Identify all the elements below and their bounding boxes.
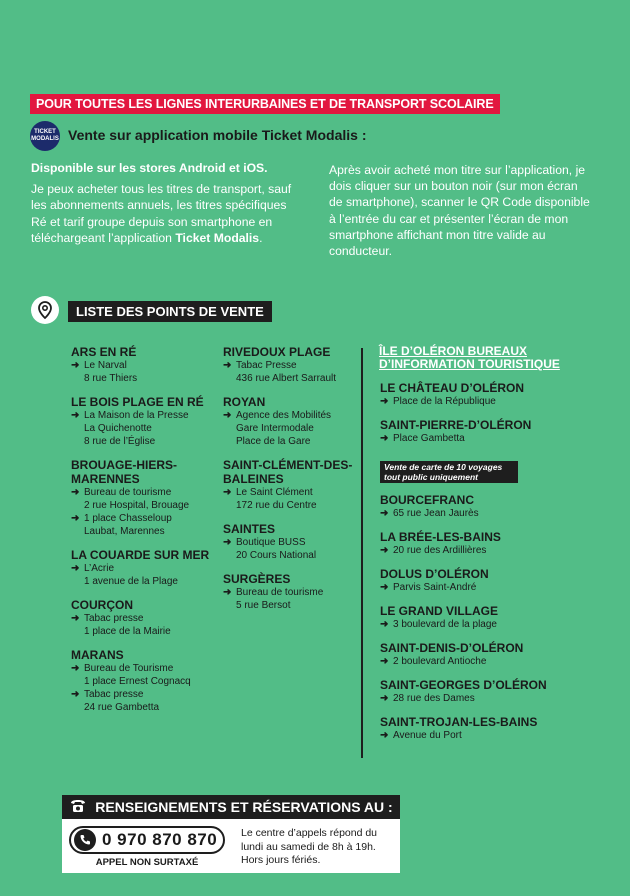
city-name: RIVEDOUX PLAGE bbox=[223, 345, 331, 359]
location-block bbox=[71, 648, 221, 714]
location-block bbox=[380, 567, 610, 594]
purchase-end: . bbox=[259, 230, 263, 245]
city-name: SAINT-PIERRE-D’OLÉRON bbox=[380, 418, 532, 432]
phone-number-box[interactable] bbox=[69, 826, 225, 854]
city-name: BROUAGE-HIERS-MARENNES bbox=[71, 458, 178, 486]
city-name: MARANS bbox=[71, 648, 124, 662]
address-line bbox=[223, 359, 358, 372]
address-line bbox=[71, 675, 221, 688]
arrow-icon: ➜ bbox=[223, 537, 232, 548]
address-text: 28 rue des Dames bbox=[393, 693, 475, 704]
address-line bbox=[71, 625, 221, 638]
address-text: Avenue du Port bbox=[393, 730, 462, 741]
city-name: LE GRAND VILLAGE bbox=[380, 604, 499, 618]
address-text: 172 rue du Centre bbox=[236, 500, 317, 511]
location-block bbox=[223, 458, 358, 512]
address-text: 1 avenue de la Plage bbox=[84, 576, 178, 587]
address-text: Tabac presse bbox=[84, 689, 144, 700]
contact-header bbox=[62, 795, 400, 819]
address-line bbox=[71, 359, 221, 372]
address-line bbox=[223, 372, 358, 385]
app-name: Ticket Modalis bbox=[175, 230, 260, 245]
address-text: 2 rue Hospital, Brouage bbox=[84, 500, 190, 511]
arrow-icon: ➜ bbox=[71, 663, 80, 674]
purchase-paragraph bbox=[31, 181, 296, 246]
column-3-top bbox=[380, 381, 610, 455]
arrow-icon: ➜ bbox=[380, 619, 389, 630]
call-center-hours: Le centre d’appels répond du lundi au samedi de 8h à 19h. Hors jours fériés. bbox=[241, 827, 378, 866]
address-text: Gare Intermodale bbox=[236, 423, 314, 434]
city-name: LA BRÉE-LES-BAINS bbox=[380, 530, 501, 544]
column-divider bbox=[361, 348, 363, 758]
address-line bbox=[71, 512, 221, 525]
address-line bbox=[71, 562, 221, 575]
address-line bbox=[71, 499, 221, 512]
address-text: 2 boulevard Antioche bbox=[393, 656, 487, 667]
address-text: 20 rue des Ardillières bbox=[393, 545, 487, 556]
location-block bbox=[223, 522, 358, 562]
arrow-icon: ➜ bbox=[380, 433, 389, 444]
list-header: LISTE DES POINTS DE VENTE bbox=[68, 301, 272, 322]
location-block bbox=[380, 604, 610, 631]
arrow-icon: ➜ bbox=[223, 360, 232, 371]
address-line bbox=[223, 536, 358, 549]
address-text: Place de la Gare bbox=[236, 436, 311, 447]
address-text: 5 rue Bersot bbox=[236, 600, 291, 611]
address-text: Bureau de Tourisme bbox=[84, 663, 174, 674]
address-line bbox=[380, 507, 610, 520]
address-text: Le Narval bbox=[84, 360, 127, 371]
arrow-icon: ➜ bbox=[71, 613, 80, 624]
app-right-text: Après avoir acheté mon titre sur l’application, je dois cliquer sur un bouton noir (sur mon écran de smartphone), scanner le QR Code disponible à l’entrée du car et présenter l’écran de mon smartphone affichant mon titre valide au conducteur. bbox=[329, 163, 590, 259]
ten-trip-card-label: Vente de carte de 10 voyages tout public uniquement bbox=[380, 461, 518, 483]
address-text: La Quichenotte bbox=[84, 423, 152, 434]
arrow-icon: ➜ bbox=[380, 545, 389, 556]
address-text: 3 boulevard de la plage bbox=[393, 619, 497, 630]
address-text: Place de la République bbox=[393, 396, 496, 407]
city-name: SAINT-CLÉMENT-DES-BALEINES bbox=[223, 458, 353, 486]
address-line bbox=[380, 692, 610, 705]
address-line bbox=[380, 655, 610, 668]
arrow-icon: ➜ bbox=[380, 396, 389, 407]
column-2 bbox=[223, 345, 358, 622]
address-text: Boutique BUSS bbox=[236, 537, 306, 548]
city-name: SAINTES bbox=[223, 522, 276, 536]
city-name: BOURCEFRANC bbox=[380, 493, 474, 507]
address-text: Parvis Saint-André bbox=[393, 582, 477, 593]
address-text: 20 Cours National bbox=[236, 550, 317, 561]
city-name: LE CHÂTEAU D’OLÉRON bbox=[380, 381, 524, 395]
arrow-icon: ➜ bbox=[71, 410, 80, 421]
arrow-icon: ➜ bbox=[71, 487, 80, 498]
phone-number: 0 970 870 870 bbox=[102, 830, 218, 849]
city-name: SURGÈRES bbox=[223, 572, 291, 586]
column-3-bottom bbox=[380, 493, 610, 752]
address-line bbox=[223, 422, 358, 435]
city-name: LA COUARDE SUR MER bbox=[71, 548, 210, 562]
address-line bbox=[71, 688, 221, 701]
address-line bbox=[71, 525, 221, 538]
phone-icon bbox=[74, 829, 96, 851]
address-line bbox=[71, 701, 221, 714]
arrow-icon: ➜ bbox=[380, 582, 389, 593]
address-text: Laubat, Marennes bbox=[84, 526, 165, 537]
address-line bbox=[380, 432, 610, 445]
arrow-icon: ➜ bbox=[380, 656, 389, 667]
address-line bbox=[223, 486, 358, 499]
city-name: ARS EN RÉ bbox=[71, 345, 137, 359]
location-block bbox=[380, 641, 610, 668]
arrow-icon: ➜ bbox=[71, 689, 80, 700]
arrow-icon: ➜ bbox=[380, 508, 389, 519]
address-line bbox=[223, 586, 358, 599]
city-name: SAINT-DENIS-D’OLÉRON bbox=[380, 641, 524, 655]
arrow-icon: ➜ bbox=[223, 410, 232, 421]
arrow-icon: ➜ bbox=[71, 513, 80, 524]
oleron-title: ÎLE D’OLÉRON BUREAUX D’INFORMATION TOURISTIQUE bbox=[379, 344, 560, 371]
city-name: ROYAN bbox=[223, 395, 266, 409]
arrow-icon: ➜ bbox=[380, 730, 389, 741]
address-text: Bureau de tourisme bbox=[236, 587, 324, 598]
address-line bbox=[71, 662, 221, 675]
location-block bbox=[380, 530, 610, 557]
telephone-icon bbox=[69, 798, 87, 817]
address-text: 1 place Ernest Cognacq bbox=[84, 676, 191, 687]
address-text: 24 rue Gambetta bbox=[84, 702, 160, 713]
address-line bbox=[71, 486, 221, 499]
address-line bbox=[380, 618, 610, 631]
address-text: 1 place de la Mairie bbox=[84, 626, 171, 637]
contact-header-text: RENSEIGNEMENTS ET RÉSERVATIONS AU : bbox=[95, 799, 393, 815]
address-text: Le Saint Clément bbox=[236, 487, 313, 498]
address-line bbox=[223, 599, 358, 612]
address-text: 1 place Chasseloup bbox=[84, 513, 172, 524]
location-block bbox=[71, 395, 221, 448]
address-line bbox=[380, 729, 610, 742]
city-name: SAINT-TROJAN-LES-BAINS bbox=[380, 715, 538, 729]
address-text: La Maison de la Presse bbox=[84, 410, 189, 421]
column-1 bbox=[71, 345, 221, 724]
location-block bbox=[71, 598, 221, 638]
address-text: 8 rue de l’Église bbox=[84, 436, 156, 447]
non-surcharged-label: APPEL NON SURTAXÉ bbox=[95, 857, 199, 868]
address-line bbox=[223, 549, 358, 562]
purchase-text: Je peux acheter tous les titres de transport, sauf les abonnements annuels, les titres spécifiques Ré et tarif groupe depuis son smartphone en téléchargeant l’application bbox=[31, 182, 292, 245]
address-line bbox=[71, 435, 221, 448]
location-block bbox=[380, 493, 610, 520]
ticket-modalis-logo: TICKET MODALIS bbox=[30, 121, 60, 151]
address-line bbox=[71, 612, 221, 625]
arrow-icon: ➜ bbox=[223, 587, 232, 598]
stores-line: Disponible sur les stores Android et iOS. bbox=[31, 161, 268, 175]
address-text: 65 rue Jean Jaurès bbox=[393, 508, 479, 519]
location-block bbox=[223, 345, 358, 385]
address-text: Bureau de tourisme bbox=[84, 487, 172, 498]
address-text: Place Gambetta bbox=[393, 433, 465, 444]
address-text: L’Acrie bbox=[84, 563, 115, 574]
location-block bbox=[380, 418, 610, 445]
location-block bbox=[380, 381, 610, 408]
city-name: DOLUS D’OLÉRON bbox=[380, 567, 489, 581]
app-sales-title: Vente sur application mobile Ticket Modalis : bbox=[68, 127, 367, 143]
address-line bbox=[71, 422, 221, 435]
address-line bbox=[380, 395, 610, 408]
address-text: 8 rue Thiers bbox=[84, 373, 138, 384]
location-block bbox=[71, 345, 221, 385]
banner-title: POUR TOUTES LES LIGNES INTERURBAINES ET DE TRANSPORT SCOLAIRE bbox=[30, 94, 500, 114]
address-line bbox=[380, 544, 610, 557]
location-block bbox=[380, 678, 610, 705]
address-line bbox=[71, 372, 221, 385]
address-line bbox=[380, 581, 610, 594]
location-block bbox=[71, 548, 221, 588]
location-pin-icon bbox=[31, 296, 59, 324]
address-text: Tabac Presse bbox=[236, 360, 297, 371]
city-name: LE BOIS PLAGE EN RÉ bbox=[71, 395, 204, 409]
arrow-icon: ➜ bbox=[223, 487, 232, 498]
address-text: 436 rue Albert Sarrault bbox=[236, 373, 337, 384]
city-name: SAINT-GEORGES D’OLÉRON bbox=[380, 678, 547, 692]
arrow-icon: ➜ bbox=[71, 563, 80, 574]
address-line bbox=[71, 409, 221, 422]
address-line bbox=[223, 435, 358, 448]
address-line bbox=[223, 499, 358, 512]
location-block bbox=[380, 715, 610, 742]
arrow-icon: ➜ bbox=[380, 693, 389, 704]
location-block bbox=[223, 395, 358, 448]
address-line bbox=[71, 575, 221, 588]
city-name: COURÇON bbox=[71, 598, 133, 612]
location-block bbox=[223, 572, 358, 612]
arrow-icon: ➜ bbox=[71, 360, 80, 371]
address-text: Agence des Mobilités bbox=[236, 410, 332, 421]
address-line bbox=[223, 409, 358, 422]
address-text: Tabac presse bbox=[84, 613, 144, 624]
location-block bbox=[71, 458, 221, 538]
app-left-text bbox=[31, 160, 296, 251]
